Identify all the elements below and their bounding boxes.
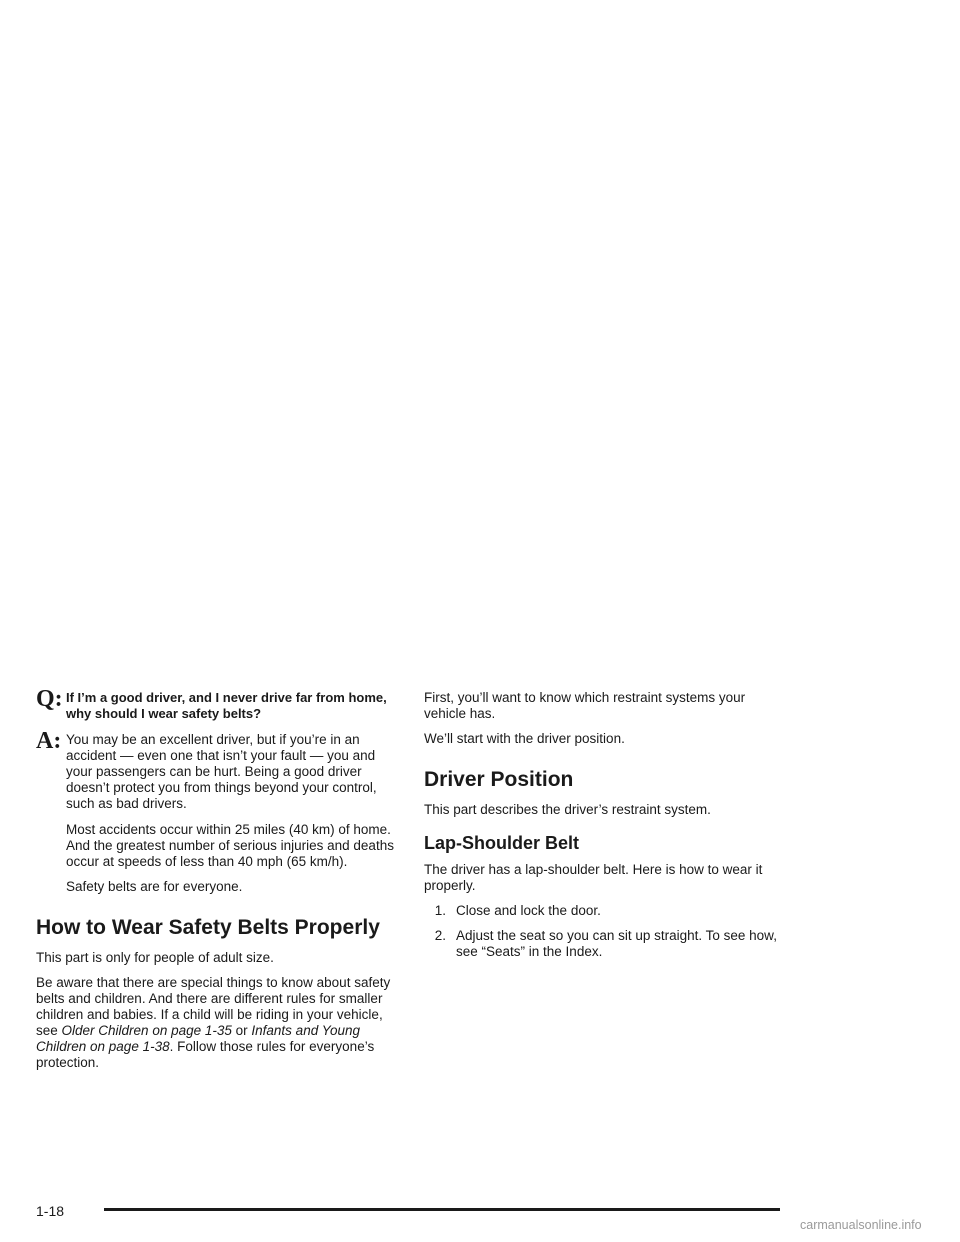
step-number: 1.: [434, 903, 446, 918]
question-block: [36, 686, 396, 722]
link-older-children[interactable]: Older Children on page 1-35: [61, 1023, 232, 1038]
left-column: [36, 686, 396, 1080]
answer-continuation: [36, 822, 396, 895]
question-text: If I’m a good driver, and I never drive far from home, why should I wear safety belts?: [66, 690, 387, 721]
paragraph-driver-restraint: This part describes the driver’s restraint system.: [424, 802, 711, 817]
step-text: Close and lock the door.: [456, 903, 601, 918]
list-item: [424, 903, 784, 919]
page-number: 1-18: [36, 1203, 65, 1219]
paragraph-children: [36, 975, 396, 1071]
step-number: 2.: [434, 928, 446, 943]
paragraph-children-text-2: or: [231, 1023, 252, 1038]
step-text: Adjust the seat so you can sit up straight. To see how, see “Seats” in the Index.: [456, 928, 777, 959]
paragraph-children-text-3: . Follow those rules for everyone’s protection.: [36, 1039, 375, 1070]
a-mark: A:: [36, 728, 62, 754]
answer-paragraph-2: Most accidents occur within 25 miles (40 km) of home. And the greatest number of serious injuries and deaths occur at speeds of less than 40 mph (65 km/h).: [66, 822, 394, 869]
answer-paragraph-3: Safety belts are for everyone.: [66, 879, 243, 894]
link-infants-young-children[interactable]: Infants and Young Children on page 1-38: [36, 1023, 361, 1054]
paragraph-adult-size: This part is only for people of adult size.: [36, 950, 274, 965]
q-mark: Q:: [36, 686, 63, 712]
paragraph-lap-shoulder: The driver has a lap-shoulder belt. Here is how to wear it properly.: [424, 862, 763, 893]
paragraph-driver-start: We’ll start with the driver position.: [424, 731, 625, 746]
section-heading: How to Wear Safety Belts Properly: [36, 916, 380, 939]
lap-shoulder-belt-heading: Lap-Shoulder Belt: [424, 833, 580, 853]
driver-position-heading: Driver Position: [424, 768, 574, 791]
watermark: carmanualsonline.info: [800, 1218, 922, 1232]
footer-rule: [104, 1208, 780, 1211]
right-column: [424, 690, 784, 969]
list-item: [424, 928, 784, 960]
answer-block: [36, 728, 396, 812]
paragraph-restraint-systems: First, you’ll want to know which restraint systems your vehicle has.: [424, 690, 746, 721]
paragraph-children-text-1: Be aware that there are special things to know about safety belts and children. And there are different rules for smaller children and babies. If a child will be riding in your vehicle, see: [36, 975, 391, 1038]
answer-text: You may be an excellent driver, but if you’re in an accident — even one that isn’t your fault — you and your passengers can be hurt. Being a good driver doesn’t protect you from things beyond your control, such as bad drivers.: [66, 732, 377, 811]
steps-list: [424, 903, 784, 960]
